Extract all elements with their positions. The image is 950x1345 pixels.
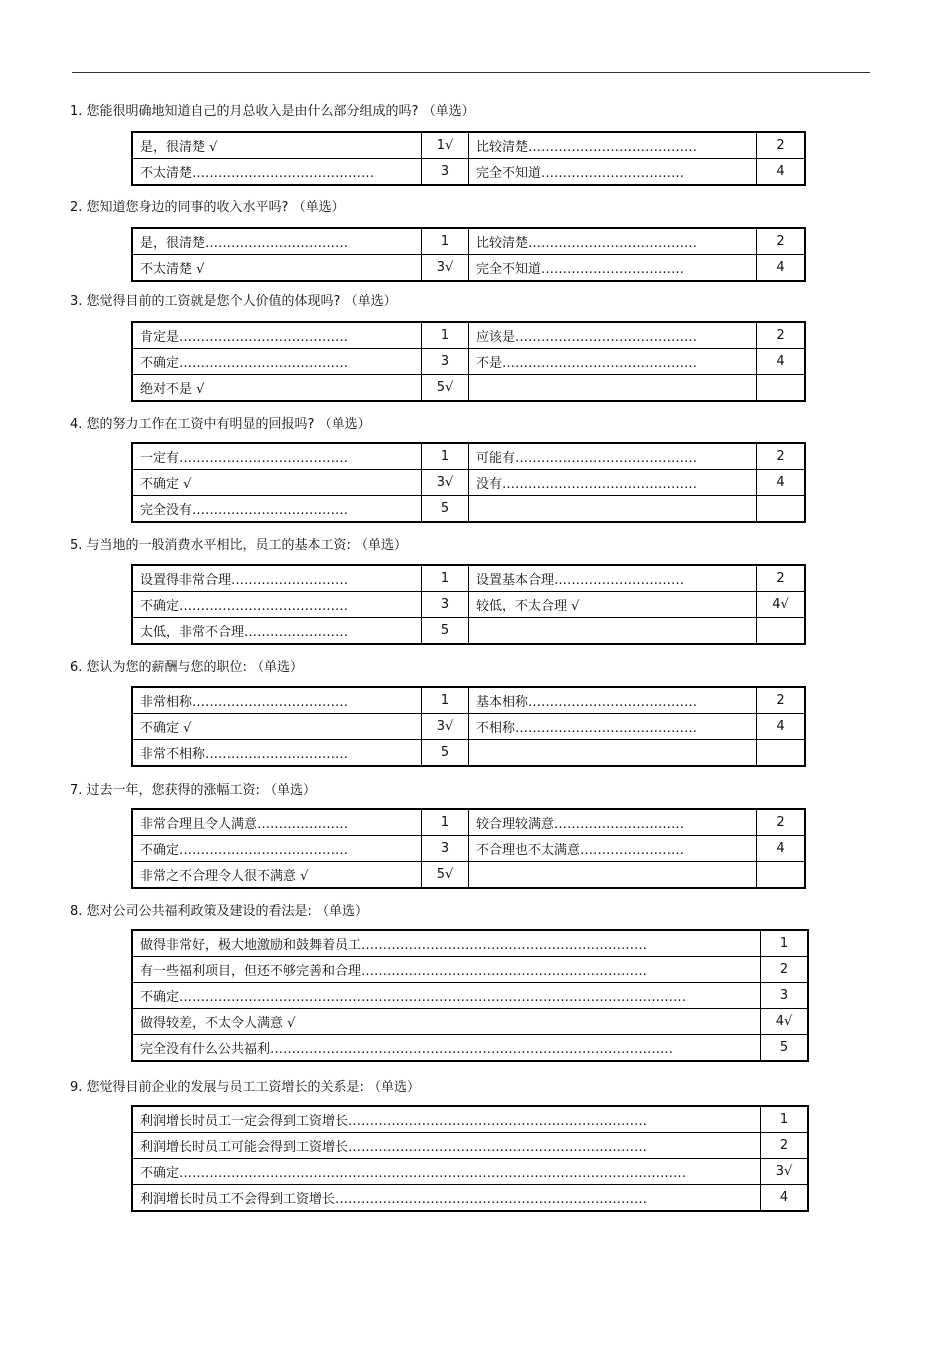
option-label: 不确定 √ bbox=[132, 470, 422, 496]
option-label: 不确定 √ bbox=[132, 714, 422, 740]
option-code bbox=[757, 496, 806, 523]
option-code: 3√ bbox=[422, 255, 469, 282]
question-5-title: 5. 与当地的一般消费水平相比，员工的基本工资: （单选） bbox=[70, 538, 408, 553]
option-label: 一定有………………………………… bbox=[132, 443, 422, 470]
option-code: 1 bbox=[422, 687, 469, 714]
option-label: 做得非常好，极大地激励和鼓舞着员工………………………………………………………… bbox=[132, 930, 761, 957]
option-code: 5 bbox=[422, 496, 469, 523]
question-1-options bbox=[131, 131, 806, 186]
option-code bbox=[757, 862, 806, 889]
option-code: 3 bbox=[422, 592, 469, 618]
option-code: 4√ bbox=[757, 592, 806, 618]
option-label bbox=[469, 740, 757, 767]
option-label: 做得较差，不太令人满意 √ bbox=[132, 1009, 761, 1035]
table-row bbox=[132, 322, 805, 349]
option-label: 太低，非常不合理…………………… bbox=[132, 618, 422, 645]
table-row bbox=[132, 443, 805, 470]
option-label: 完全没有什么公共福利………………………………………………………………………………… bbox=[132, 1035, 761, 1062]
option-label: 不太清楚 √ bbox=[132, 255, 422, 282]
table-row bbox=[132, 375, 805, 402]
question-9-options bbox=[131, 1105, 809, 1212]
table-row bbox=[132, 1035, 808, 1062]
option-label: 非常合理且令人满意………………… bbox=[132, 809, 422, 836]
option-label: 没有……………………………………… bbox=[469, 470, 757, 496]
option-code: 5 bbox=[422, 740, 469, 767]
option-code: 4 bbox=[757, 714, 806, 740]
option-code: 4 bbox=[757, 255, 806, 282]
option-label: 利润增长时员工可能会得到工资增长…………………………………………………………… bbox=[132, 1133, 761, 1159]
question-3-title: 3. 您觉得目前的工资就是您个人价值的体现吗? （单选） bbox=[70, 294, 397, 309]
option-code: 1 bbox=[422, 443, 469, 470]
question-3-options bbox=[131, 321, 806, 402]
question-9-title: 9. 您觉得目前企业的发展与员工工资增长的关系是: （单选） bbox=[70, 1080, 421, 1095]
table-row bbox=[132, 1009, 808, 1035]
question-7-options bbox=[131, 808, 806, 889]
table-row bbox=[132, 228, 805, 255]
table-row bbox=[132, 592, 805, 618]
table-row bbox=[132, 714, 805, 740]
option-code: 2 bbox=[757, 322, 806, 349]
option-code: 2 bbox=[757, 687, 806, 714]
option-code: 3√ bbox=[761, 1159, 809, 1185]
option-label bbox=[469, 496, 757, 523]
option-code: 3 bbox=[422, 836, 469, 862]
question-4-title: 4. 您的努力工作在工资中有明显的回报吗? （单选） bbox=[70, 417, 371, 432]
option-label: 不确定……………………………………………………………………………………………………… bbox=[132, 983, 761, 1009]
option-label: 较合理较满意………………………… bbox=[469, 809, 757, 836]
option-label: 利润增长时员工一定会得到工资增长…………………………………………………………… bbox=[132, 1106, 761, 1133]
option-label: 不太清楚…………………………………… bbox=[132, 159, 422, 186]
table-row bbox=[132, 930, 808, 957]
table-row bbox=[132, 159, 805, 186]
option-code: 2 bbox=[761, 957, 809, 983]
option-code: 4√ bbox=[761, 1009, 809, 1035]
option-label: 不确定………………………………… bbox=[132, 592, 422, 618]
option-label: 是，很清楚 √ bbox=[132, 132, 422, 159]
option-code: 5 bbox=[422, 618, 469, 645]
table-row bbox=[132, 618, 805, 645]
option-label: 不确定……………………………………………………………………………………………………… bbox=[132, 1159, 761, 1185]
table-row bbox=[132, 740, 805, 767]
option-code: 3 bbox=[761, 983, 809, 1009]
table-row bbox=[132, 1106, 808, 1133]
option-label: 可能有…………………………………… bbox=[469, 443, 757, 470]
option-label: 设置基本合理………………………… bbox=[469, 565, 757, 592]
question-6-title: 6. 您认为您的薪酬与您的职位: （单选） bbox=[70, 660, 304, 675]
table-row bbox=[132, 470, 805, 496]
option-label: 非常不相称…………………………… bbox=[132, 740, 422, 767]
option-code bbox=[757, 618, 806, 645]
question-2-title: 2. 您知道您身边的同事的收入水平吗? （单选） bbox=[70, 200, 345, 215]
question-1-title: 1. 您能很明确地知道自己的月总收入是由什么部分组成的吗? （单选） bbox=[70, 104, 475, 119]
question-8-title: 8. 您对公司公共福利政策及建设的看法是: （单选） bbox=[70, 904, 369, 919]
table-row bbox=[132, 957, 808, 983]
option-code: 2 bbox=[757, 228, 806, 255]
option-label bbox=[469, 862, 757, 889]
option-label: 不是……………………………………… bbox=[469, 349, 757, 375]
option-code: 1 bbox=[422, 228, 469, 255]
table-row bbox=[132, 983, 808, 1009]
table-row bbox=[132, 1133, 808, 1159]
option-label: 是，很清楚…………………………… bbox=[132, 228, 422, 255]
option-label: 绝对不是 √ bbox=[132, 375, 422, 402]
option-code bbox=[757, 375, 806, 402]
option-code: 4 bbox=[757, 470, 806, 496]
option-code: 1√ bbox=[422, 132, 469, 159]
option-code: 1 bbox=[422, 809, 469, 836]
table-row bbox=[132, 132, 805, 159]
option-label: 完全没有……………………………… bbox=[132, 496, 422, 523]
option-code: 4 bbox=[761, 1185, 809, 1212]
option-label: 非常相称……………………………… bbox=[132, 687, 422, 714]
option-code: 4 bbox=[757, 836, 806, 862]
option-code: 2 bbox=[757, 132, 806, 159]
option-code: 5 bbox=[761, 1035, 809, 1062]
table-row bbox=[132, 565, 805, 592]
option-label: 不相称…………………………………… bbox=[469, 714, 757, 740]
option-label: 不确定………………………………… bbox=[132, 349, 422, 375]
option-label: 应该是…………………………………… bbox=[469, 322, 757, 349]
option-label: 完全不知道…………………………… bbox=[469, 159, 757, 186]
option-code: 1 bbox=[761, 1106, 809, 1133]
question-8-options bbox=[131, 929, 809, 1062]
table-row bbox=[132, 862, 805, 889]
question-7-title: 7. 过去一年，您获得的涨幅工资: （单选） bbox=[70, 783, 317, 798]
option-label bbox=[469, 375, 757, 402]
option-code: 2 bbox=[761, 1133, 809, 1159]
option-label: 不确定………………………………… bbox=[132, 836, 422, 862]
header-rule bbox=[72, 72, 870, 73]
table-row bbox=[132, 349, 805, 375]
option-label: 利润增长时员工不会得到工资增长……………………………………………………………… bbox=[132, 1185, 761, 1212]
option-label: 比较清楚………………………………… bbox=[469, 228, 757, 255]
option-label: 设置得非常合理……………………… bbox=[132, 565, 422, 592]
option-code: 5√ bbox=[422, 862, 469, 889]
table-row bbox=[132, 1185, 808, 1212]
option-code bbox=[757, 740, 806, 767]
option-label: 肯定是………………………………… bbox=[132, 322, 422, 349]
option-code: 1 bbox=[422, 565, 469, 592]
question-4-options bbox=[131, 442, 806, 523]
table-row bbox=[132, 836, 805, 862]
question-2-options bbox=[131, 227, 806, 282]
question-6-options bbox=[131, 686, 806, 767]
table-row bbox=[132, 496, 805, 523]
option-label: 完全不知道…………………………… bbox=[469, 255, 757, 282]
option-code: 2 bbox=[757, 565, 806, 592]
option-code: 4 bbox=[757, 159, 806, 186]
option-label: 基本相称………………………………… bbox=[469, 687, 757, 714]
question-5-options bbox=[131, 564, 806, 645]
option-label: 非常之不合理令人很不满意 √ bbox=[132, 862, 422, 889]
option-code: 4 bbox=[757, 349, 806, 375]
option-label: 不合理也不太满意…………………… bbox=[469, 836, 757, 862]
option-label: 比较清楚………………………………… bbox=[469, 132, 757, 159]
option-code: 3√ bbox=[422, 470, 469, 496]
table-row bbox=[132, 1159, 808, 1185]
option-code: 1 bbox=[422, 322, 469, 349]
option-code: 3 bbox=[422, 159, 469, 186]
table-row bbox=[132, 809, 805, 836]
table-row bbox=[132, 687, 805, 714]
option-label: 有一些福利项目，但还不够完善和合理………………………………………………………… bbox=[132, 957, 761, 983]
option-code: 2 bbox=[757, 443, 806, 470]
option-code: 1 bbox=[761, 930, 809, 957]
option-code: 2 bbox=[757, 809, 806, 836]
table-row bbox=[132, 255, 805, 282]
option-label bbox=[469, 618, 757, 645]
option-code: 5√ bbox=[422, 375, 469, 402]
option-code: 3√ bbox=[422, 714, 469, 740]
option-code: 3 bbox=[422, 349, 469, 375]
option-label: 较低，不太合理 √ bbox=[469, 592, 757, 618]
